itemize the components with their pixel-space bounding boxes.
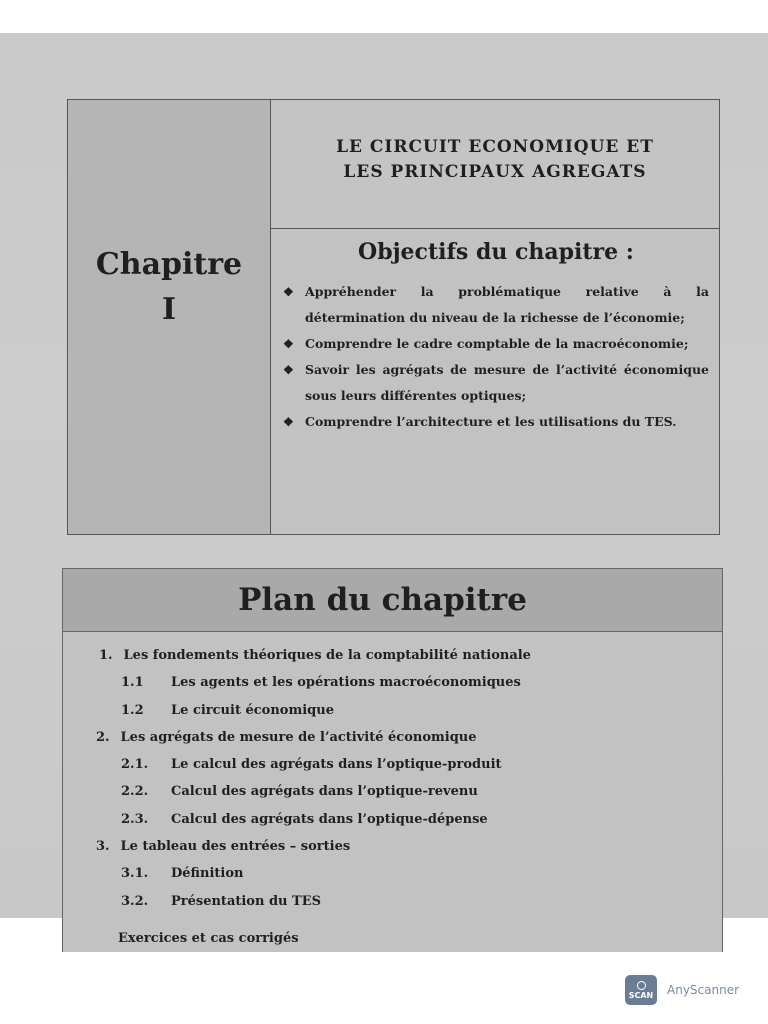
plan-subsection: 2.1. Le calcul des agrégats dans l’optique-produit <box>121 757 502 773</box>
watermark-name: AnyScanner <box>667 983 740 997</box>
scanned-page <box>0 33 768 946</box>
plan-section: 2. Les agrégats de mesure de l’activité économique <box>96 729 477 745</box>
objective-item: ❖ Savoir les agrégats de mesure de l’activité économique sous leurs différentes optiques; <box>283 357 709 409</box>
chapter-title-line-2: LES PRINCIPAUX AGREGATS <box>343 162 647 182</box>
plan-subsection: 1.1 Les agents et les opérations macroéconomiques <box>121 675 521 691</box>
diamond-bullet-icon: ❖ <box>283 337 294 351</box>
plan-header <box>63 569 722 632</box>
chapter-number: I <box>161 292 177 327</box>
plan-subsection: 1.2 Le circuit économique <box>121 702 334 718</box>
plan-subsection: 2.3. Calcul des agrégats dans l’optique-dépense <box>121 811 488 827</box>
chapter-header-table <box>67 99 720 535</box>
plan-section: 3. Le tableau des entrées – sorties <box>96 839 351 855</box>
diamond-bullet-icon: ❖ <box>283 285 294 299</box>
objective-item: ❖ Comprendre le cadre comptable de la macroéconomie; <box>283 331 709 357</box>
diamond-bullet-icon: ❖ <box>283 415 294 429</box>
plan-subsection: 3.1. Définition <box>121 866 244 882</box>
chapter-title <box>336 135 654 185</box>
chapter-label: Chapitre <box>95 247 243 282</box>
plan-subsection: 3.2. Présentation du TES <box>121 893 321 909</box>
objectives-list <box>283 279 709 435</box>
anyscanner-watermark <box>625 975 739 1005</box>
objectives-heading: Objectifs du chapitre : <box>358 239 634 265</box>
plan-exercises: Exercices et cas corrigés <box>118 930 299 946</box>
diamond-bullet-icon: ❖ <box>283 363 294 377</box>
plan-box <box>62 568 723 952</box>
plan-heading: Plan du chapitre <box>238 582 527 618</box>
objective-item: ❖ Appréhender la problématique relative à la détermination du niveau de la richesse de l’économie; <box>283 279 709 331</box>
plan-list <box>63 632 722 952</box>
chapter-title-line-1: LE CIRCUIT ECONOMIQUE ET <box>336 137 654 157</box>
objective-item: ❖ Comprendre l’architecture et les utilisations du TES. <box>283 409 709 435</box>
chapter-title-cell <box>271 100 719 229</box>
scanner-logo-icon: SCAN <box>625 975 657 1005</box>
plan-subsection: 2.2. Calcul des agrégats dans l’optique-revenu <box>121 784 478 800</box>
objectives-cell <box>271 229 719 534</box>
chapter-label-cell <box>68 100 271 534</box>
plan-section: 1. Les fondements théoriques de la comptabilité nationale <box>99 648 531 663</box>
